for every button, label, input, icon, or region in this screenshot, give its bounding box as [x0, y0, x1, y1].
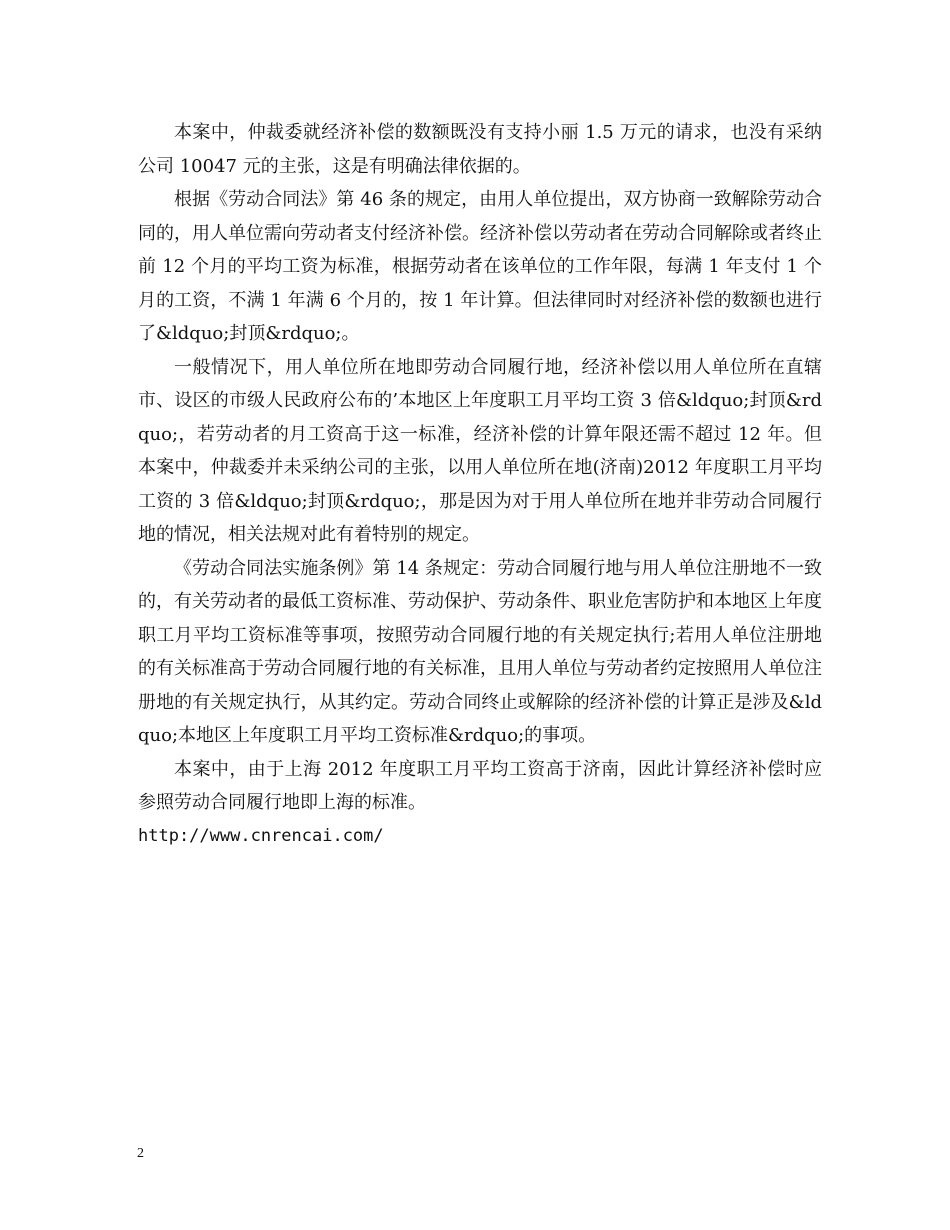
paragraph: 本案中，由于上海 2012 年度职工月平均工资高于济南，因此计算经济补偿时应参照劳动合同履行地即上海的标准。: [138, 758, 822, 813]
page-number: 2: [137, 1146, 144, 1161]
source-url[interactable]: http://www.cnrencai.com/: [138, 825, 384, 846]
paragraph: 根据《劳动合同法》第 46 条的规定，由用人单位提出，双方协商一致解除劳动合同的，用人单位需向劳动者支付经济补偿。经济补偿以劳动者在劳动合同解除或者终止前 12 个月的平均工资为标准，根据劳动者在该单位的工作年限，每满 1 年支付 1 个月的工资，不满 1 年满 6 个月的，按 1 年计算。但法律同时对经济补偿的数额也进行了&ldquo;封顶&rdquo;。: [138, 189, 822, 344]
paragraph: 《劳动合同法实施条例》第 14 条规定：劳动合同履行地与用人单位注册地不一致的，有关劳动者的最低工资标准、劳动保护、劳动条件、职业危害防护和本地区上年度职工月平均工资标准等事项，按照劳动合同履行地的有关规定执行;若用人单位注册地的有关标准高于劳动合同履行地的有关标准，且用人单位与劳动者约定按照用人单位注册地的有关规定执行，从其约定。劳动合同终止或解除的经济补偿的计算正是涉及&ldquo;本地区上年度职工月平均工资标准&rdquo;的事项。: [138, 557, 822, 746]
paragraph: 一般情况下，用人单位所在地即劳动合同履行地，经济补偿以用人单位所在直辖市、设区的市级人民政府公布的’本地区上年度职工月平均工资 3 倍&ldquo;封顶&rdquo;，若劳动者的月工资高于这一标准，经济补偿的计算年限还需不超过 12 年。但本案中，仲裁委并未采纳公司的主张，以用人单位所在地(济南)2012 年度职工月平均工资的 3 倍&ldquo;封顶&rdquo;，那是因为对于用人单位所在地并非劳动合同履行地的情况，相关法规对此有着特别的规定。: [138, 356, 822, 545]
document-body: [138, 116, 822, 853]
paragraph: 本案中，仲裁委就经济补偿的数额既没有支持小丽 1.5 万元的请求，也没有采纳公司 10047 元的主张，这是有明确法律依据的。: [138, 122, 822, 177]
